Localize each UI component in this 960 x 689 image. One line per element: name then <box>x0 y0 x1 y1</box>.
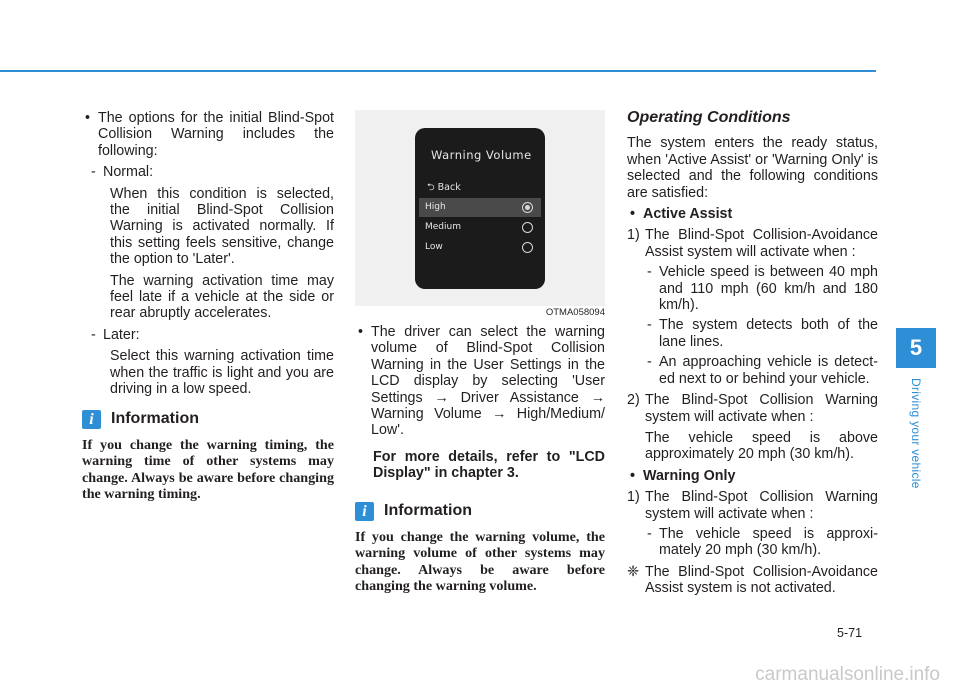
header-rule <box>0 70 876 72</box>
figure-code: OTMA058094 <box>545 307 605 318</box>
column-2 <box>355 110 605 595</box>
condition-approaching-vehicle: - An approaching vehicle is detect-ed next to or behind your vehicle. <box>627 354 878 387</box>
normal-note: The warning activation time may feel late if a vehicle at the side or rear abruptly accelerates. <box>110 272 334 322</box>
column-3 <box>627 110 878 597</box>
lcd-option-label: Low <box>425 242 443 252</box>
note-text: The Blind-Spot Collision-Avoidance Assist system is not activated. <box>645 563 878 597</box>
item-number: 1) <box>627 489 640 506</box>
lcd-back-item: ⮌ Back <box>427 182 461 193</box>
section-heading: Operating Conditions <box>627 109 791 126</box>
lcd-figure <box>355 110 605 306</box>
information-header <box>355 502 605 521</box>
condition-speed-approx: - The vehicle speed is approxi-mately 20 mph (30 km/h). <box>627 526 878 559</box>
conditions-intro: The system enters the ready status, when 'Active Assist' or 'Warning Only' is selected and the following conditions are satisfied: <box>627 135 878 201</box>
info-icon: i <box>355 502 374 521</box>
item-text: The Blind-Spot Collision-Avoidance Assist system will activate when : <box>645 227 878 260</box>
information-title: Information <box>384 502 472 520</box>
later-label: - Later: <box>82 327 334 343</box>
chapter-number-tab: 5 <box>896 328 936 368</box>
lcd-option-low <box>419 238 541 257</box>
item-text: The Blind-Spot Collision Warning system will activate when : <box>645 489 878 522</box>
warning-only-item-1 <box>627 489 878 522</box>
later-description: Select this warning activation time when the traffic is light and you are driving in a low speed. <box>110 348 334 398</box>
info-icon: i <box>82 410 101 429</box>
note-icon: ❈ <box>627 563 639 580</box>
radio-unselected-icon <box>522 242 533 253</box>
normal-label: - Normal: <box>82 164 334 180</box>
item-number: 2) <box>627 392 640 409</box>
lcd-title: Warning Volume <box>431 148 532 162</box>
normal-description: When this condition is selected, the initial Blind-Spot Collision Warning is activated normally. If this setting feels sensitive, change the option to 'Later'. <box>110 185 334 268</box>
lcd-option-label: Medium <box>425 222 461 232</box>
active-assist-heading: • Active Assist <box>627 206 878 222</box>
note-item <box>627 564 878 597</box>
information-header <box>82 410 334 429</box>
options-bullet: • The options for the initial Blind-Spot Collision Warning includes the following: <box>82 110 334 159</box>
information-title: Information <box>111 410 199 427</box>
page-number: 5-71 <box>837 626 863 640</box>
lcd-option-label: High <box>425 202 446 212</box>
condition-lane-lines: - The system detects both of the lane lines. <box>627 317 878 350</box>
active-assist-item-1 <box>627 227 878 260</box>
active-assist-item-2 <box>627 392 878 425</box>
warning-volume-bullet: • The driver can select the warning volume of Blind-Spot Collision Warning in the User Settings in the LCD display by selecting 'User Settings → Driver Assistance → Warning Volume → High/Medium/ Low'. <box>355 324 605 439</box>
lcd-option-medium <box>419 218 541 237</box>
column-1 <box>82 110 334 503</box>
warning-only-heading: • Warning Only <box>627 468 878 484</box>
watermark: carmanualsonline.info <box>755 664 940 685</box>
condition-speed: - Vehicle speed is between 40 mph and 110 mph (60 km/h and 180 km/h). <box>627 264 878 313</box>
information-text: If you change the warning volume, the warning volume of other systems may change. Always be aware before changing the warning volume. <box>355 528 605 595</box>
information-text: If you change the warning timing, the warning time of other systems may change. Always be aware before changing the warning timing. <box>82 436 334 503</box>
radio-selected-icon <box>522 202 533 213</box>
radio-unselected-icon <box>522 222 533 233</box>
lcd-option-high <box>419 198 541 217</box>
condition-speed-above: The vehicle speed is above approximately 20 mph (30 km/h). <box>645 429 878 463</box>
item-text: The Blind-Spot Collision Warning system will activate when : <box>645 392 878 425</box>
item-number: 1) <box>627 227 640 244</box>
chapter-title: Driving your vehicle <box>909 378 923 489</box>
lcd-reference-note: For more details, refer to "LCD Display" in chapter 3. <box>373 448 605 482</box>
lcd-display <box>415 128 545 289</box>
